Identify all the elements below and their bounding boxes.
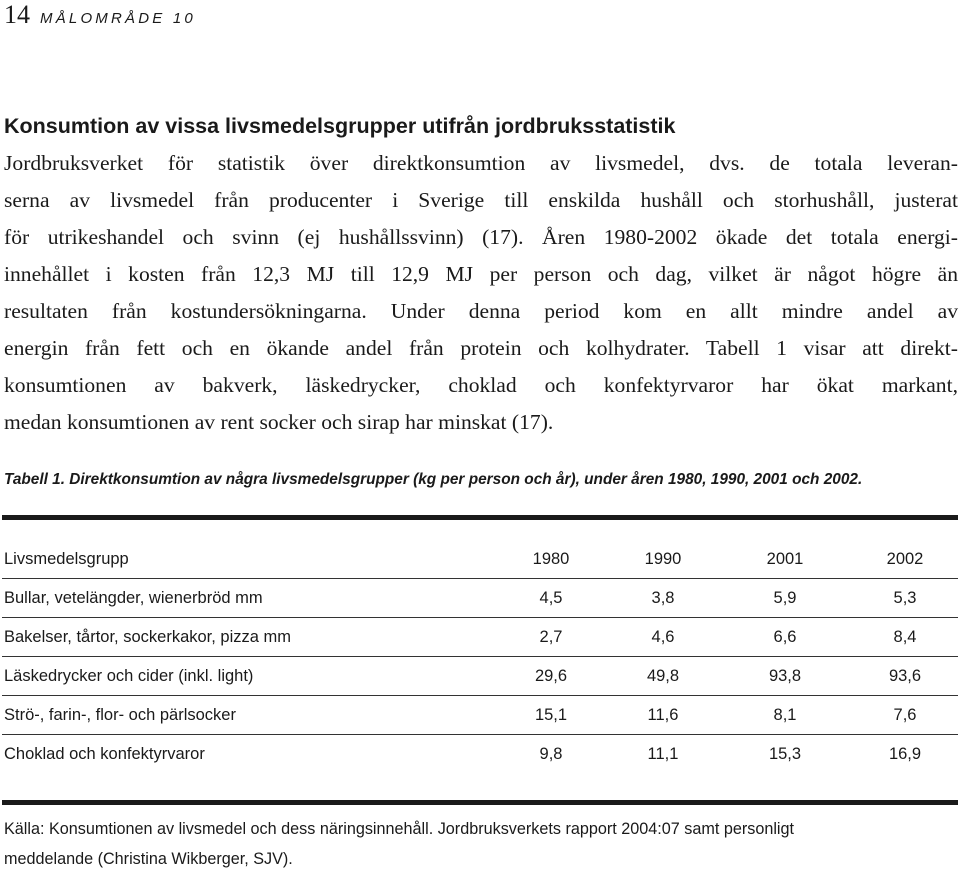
table-cell: Bullar, vetelängder, wienerbröd mm <box>2 579 494 618</box>
paragraph-line: konsumtionen av bakverk, läskedrycker, choklad och konfektyrvaror har ökat markant, <box>4 373 958 397</box>
table-cell: 93,8 <box>718 657 850 696</box>
column-header: 2001 <box>718 540 850 579</box>
table-row <box>2 696 958 735</box>
section-label: MÅLOMRÅDE 10 <box>40 10 196 27</box>
table-cell: 4,6 <box>606 618 718 657</box>
paragraph-line: energin från fett och en ökande andel från protein och kolhydrater. Tabell 1 visar att direkt- <box>4 336 958 360</box>
paragraph-line: Jordbruksverket för statistik över direktkonsumtion av livsmedel, dvs. de totala leveran- <box>4 151 958 175</box>
table-cell: 29,6 <box>494 657 606 696</box>
column-header: 2002 <box>850 540 958 579</box>
column-header: Livsmedelsgrupp <box>2 540 494 579</box>
table-header-row <box>2 540 958 579</box>
source-line: meddelande (Christina Wikberger, SJV). <box>4 850 293 868</box>
table-cell: Läskedrycker och cider (inkl. light) <box>2 657 494 696</box>
column-header: 1990 <box>606 540 718 579</box>
page-number: 14 <box>4 0 30 29</box>
table-row <box>2 735 958 774</box>
body-paragraph <box>4 145 958 441</box>
table-cell: 8,4 <box>850 618 958 657</box>
table-top-rule <box>2 515 958 520</box>
table-cell: 93,6 <box>850 657 958 696</box>
table-cell: Strö-, farin-, flor- och pärlsocker <box>2 696 494 735</box>
table-cell: 11,6 <box>606 696 718 735</box>
paragraph-line: medan konsumtionen av rent socker och sirap har minskat (17). <box>4 410 554 434</box>
table-cell: Choklad och konfektyrvaror <box>4 744 205 763</box>
table-cell: 16,9 <box>888 744 922 763</box>
page-header <box>4 0 196 30</box>
source-line: Källa: Konsumtionen av livsmedel och dess näringsinnehåll. Jordbruksverkets rapport 2004:07 samt personligt <box>4 820 795 838</box>
paragraph-line: resultaten från kostundersökningarna. Under denna period kom en allt mindre andel av <box>4 299 958 323</box>
table-cell: 9,8 <box>539 744 563 763</box>
paragraph-line: serna av livsmedel från producenter i Sverige till enskilda hushåll och storhushåll, justerat <box>4 188 958 212</box>
table-caption: Tabell 1. Direktkonsumtion av några livsmedelsgrupper (kg per person och år), under åren 1980, 1990, 2001 och 2002. <box>4 471 863 488</box>
table-cell: 7,6 <box>850 696 958 735</box>
table-cell: 15,1 <box>494 696 606 735</box>
table-bottom-rule <box>2 800 958 805</box>
table-cell: 3,8 <box>606 579 718 618</box>
paragraph-line: innehållet i kosten från 12,3 MJ till 12,9 MJ per person och dag, vilket är något högre än <box>4 262 958 286</box>
table-row <box>2 579 958 618</box>
table-cell: 5,3 <box>850 579 958 618</box>
table-source <box>4 814 954 874</box>
paragraph-line: för utrikeshandel och svinn (ej hushållssvinn) (17). Åren 1980-2002 ökade det totala energi- <box>4 225 958 249</box>
table-cell: 11,1 <box>647 744 679 763</box>
table-row <box>2 618 958 657</box>
table-cell: 2,7 <box>494 618 606 657</box>
table-cell: Bakelser, tårtor, sockerkakor, pizza mm <box>2 618 494 657</box>
table-cell: 5,9 <box>718 579 850 618</box>
table-cell: 6,6 <box>718 618 850 657</box>
table-row <box>2 657 958 696</box>
table-cell: 8,1 <box>718 696 850 735</box>
table-cell: 49,8 <box>606 657 718 696</box>
column-header: 1980 <box>494 540 606 579</box>
section-heading: Konsumtion av vissa livsmedelsgrupper utifrån jordbruksstatistik <box>4 114 676 138</box>
table-cell: 15,3 <box>768 744 802 763</box>
table-cell: 4,5 <box>494 579 606 618</box>
consumption-table <box>2 540 958 773</box>
